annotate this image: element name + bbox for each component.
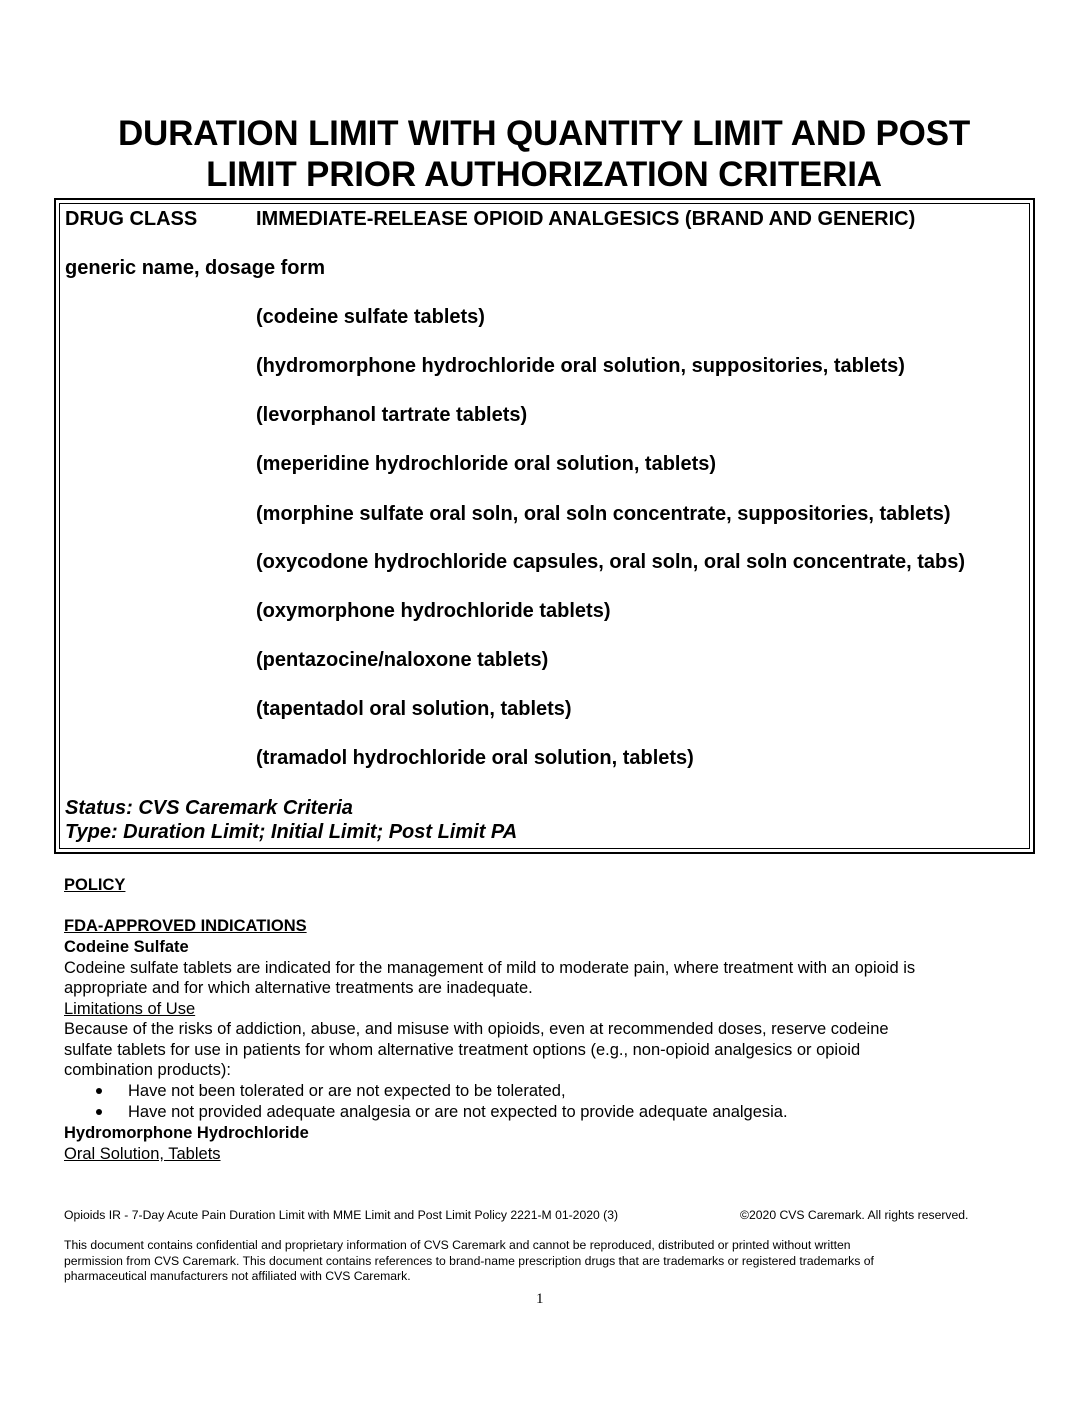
drug-item: (tramadol hydrochloride oral solution, tablets) bbox=[256, 747, 694, 769]
codeine-sulfate-heading: Codeine Sulfate bbox=[64, 938, 189, 956]
generic-name-label: generic name, dosage form bbox=[65, 257, 326, 279]
footer-confidential-text: This document contains confidential and proprietary information of CVS Caremark and cannot be reproduced, distributed or printed without written bbox=[64, 1238, 851, 1252]
drug-item: (codeine sulfate tablets) bbox=[256, 306, 485, 328]
policy-heading: POLICY bbox=[64, 876, 126, 894]
drug-item: (tapentadol oral solution, tablets) bbox=[256, 698, 572, 720]
hydromorphone-subheading: Oral Solution, Tablets bbox=[64, 1145, 221, 1163]
bullet-icon bbox=[96, 1109, 102, 1115]
fda-indications-heading: FDA-APPROVED INDICATIONS bbox=[64, 917, 307, 935]
hydromorphone-heading: Hydromorphone Hydrochloride bbox=[64, 1124, 309, 1142]
footer-policy-line: Opioids IR - 7-Day Acute Pain Duration Limit with MME Limit and Post Limit Policy 2221-M 01-2020 (3) bbox=[64, 1208, 619, 1222]
limitations-text: combination products): bbox=[64, 1061, 231, 1079]
drug-item: (morphine sulfate oral soln, oral soln concentrate, suppositories, tablets) bbox=[256, 503, 951, 525]
limitations-text: sulfate tablets for use in patients for whom alternative treatment options (e.g., non-opioid analgesics or opioid bbox=[64, 1041, 861, 1059]
footer-copyright: ©2020 CVS Caremark. All rights reserved. bbox=[740, 1208, 969, 1222]
status-line: Status: CVS Caremark Criteria bbox=[65, 797, 353, 819]
limitations-of-use-heading: Limitations of Use bbox=[64, 1000, 196, 1018]
drug-item: (hydromorphone hydrochloride oral solution, suppositories, tablets) bbox=[256, 355, 905, 377]
page-title bbox=[40, 113, 1048, 195]
limitations-text: Because of the risks of addiction, abuse, and misuse with opioids, even at recommended doses, reserve codeine bbox=[64, 1020, 889, 1038]
drug-item: (levorphanol tartrate tablets) bbox=[256, 404, 528, 426]
drug-item: (meperidine hydrochloride oral solution, tablets) bbox=[256, 453, 717, 475]
codeine-indication-text: Codeine sulfate tablets are indicated for the management of mild to moderate pain, where treatment with an opioid is bbox=[64, 959, 916, 977]
bullet-item: Have not been tolerated or are not expected to be tolerated, bbox=[128, 1082, 566, 1100]
type-line: Type: Duration Limit; Initial Limit; Post Limit PA bbox=[65, 821, 518, 843]
bullet-item: Have not provided adequate analgesia or are not expected to provide adequate analgesia. bbox=[128, 1103, 788, 1121]
drug-item: (oxycodone hydrochloride capsules, oral soln, oral soln concentrate, tabs) bbox=[256, 551, 966, 573]
drug-class-label: DRUG CLASS bbox=[65, 208, 198, 230]
drug-item: (pentazocine/naloxone tablets) bbox=[256, 649, 549, 671]
drug-class-value: IMMEDIATE-RELEASE OPIOID ANALGESICS (BRAND AND GENERIC) bbox=[256, 208, 916, 230]
drug-item: (oxymorphone hydrochloride tablets) bbox=[256, 600, 611, 622]
codeine-indication-text: appropriate and for which alternative treatments are inadequate. bbox=[64, 979, 533, 997]
page-title-line-2: LIMIT PRIOR AUTHORIZATION CRITERIA bbox=[206, 155, 882, 194]
bullet-icon bbox=[96, 1088, 102, 1094]
page-number: 1 bbox=[536, 1291, 544, 1307]
footer-confidential-text: permission from CVS Caremark. This document contains references to brand-name prescription drugs that are trademarks or registered trademarks of bbox=[64, 1254, 874, 1268]
footer-confidential-text: pharmaceutical manufacturers not affiliated with CVS Caremark. bbox=[64, 1269, 411, 1283]
page-title-line-1: DURATION LIMIT WITH QUANTITY LIMIT AND POST bbox=[117, 114, 971, 153]
